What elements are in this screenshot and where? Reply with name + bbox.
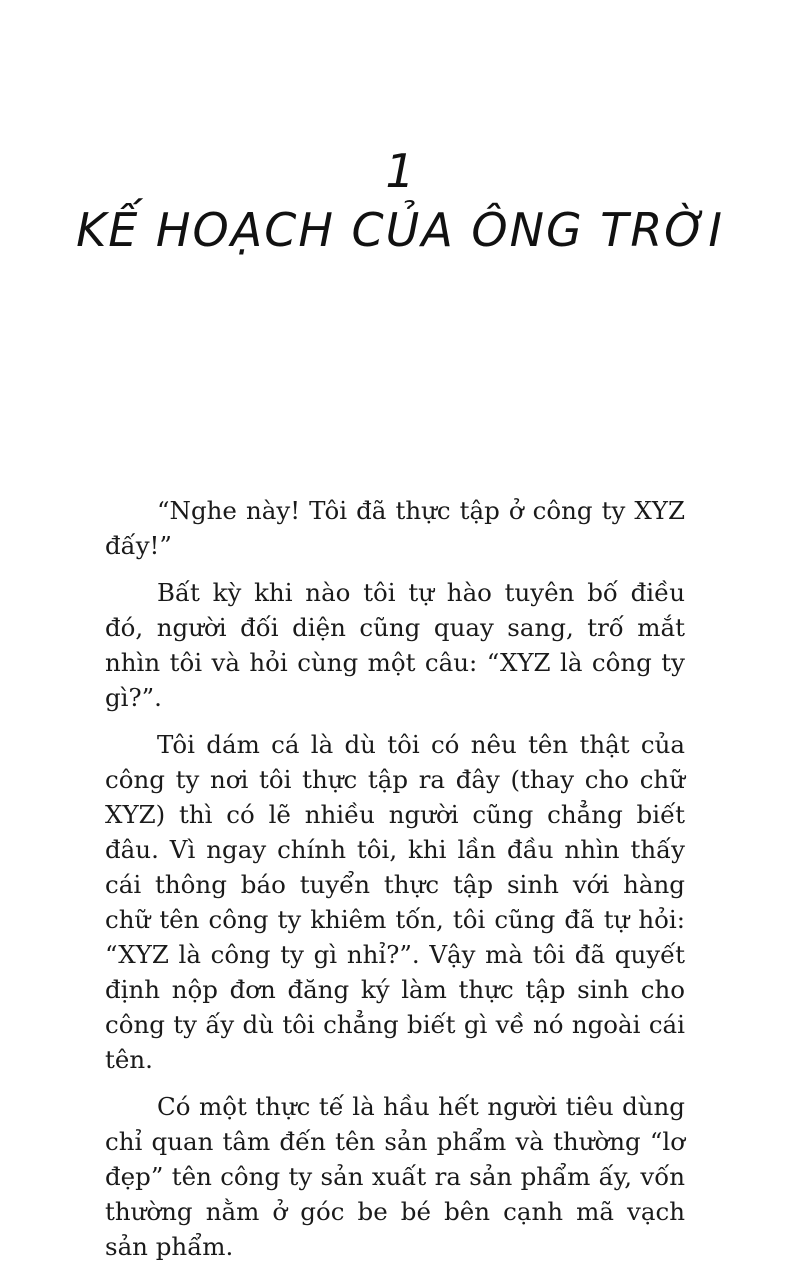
chapter-title: KẾ HOẠCH CỦA ÔNG TRỜI [76,203,724,257]
paragraph: Bất kỳ khi nào tôi tự hào tuyên bố điều đó, người đối diện cũng quay sang, trố mắt nhìn tôi và hỏi cùng một câu: “XYZ là công ty gì?”. [105,578,685,712]
chapter-number: 1 [385,144,415,198]
paragraph: Có một thực tế là hầu hết người tiêu dùng chỉ quan tâm đến tên sản phẩm và thường “lơ đẹp” tên công ty sản xuất ra sản phẩm ấy, vốn thường nằm ở góc be bé bên cạnh mã vạch sản phẩm. [105,1092,685,1261]
paragraph: Tôi dám cá là dù tôi có nêu tên thật của công ty nơi tôi thực tập ra đây (thay cho chữ XYZ) thì có lẽ nhiều người cũng chẳng biết đâu. Vì ngay chính tôi, khi lần đầu nhìn thấy cái thông báo tuyển thực tập sinh với hàng chữ tên công ty khiêm tốn, tôi cũng đã tự hỏi: “XYZ là công ty gì nhỉ?”. Vậy mà tôi đã quyết định nộp đơn đăng ký làm thực tập sinh cho công ty ấy dù tôi chẳng biết gì về nó ngoài cái tên. [105,730,685,1074]
chapter-body [105,493,685,1276]
paragraph: “Nghe này! Tôi đã thực tập ở công ty XYZ đấy!” [105,496,685,560]
